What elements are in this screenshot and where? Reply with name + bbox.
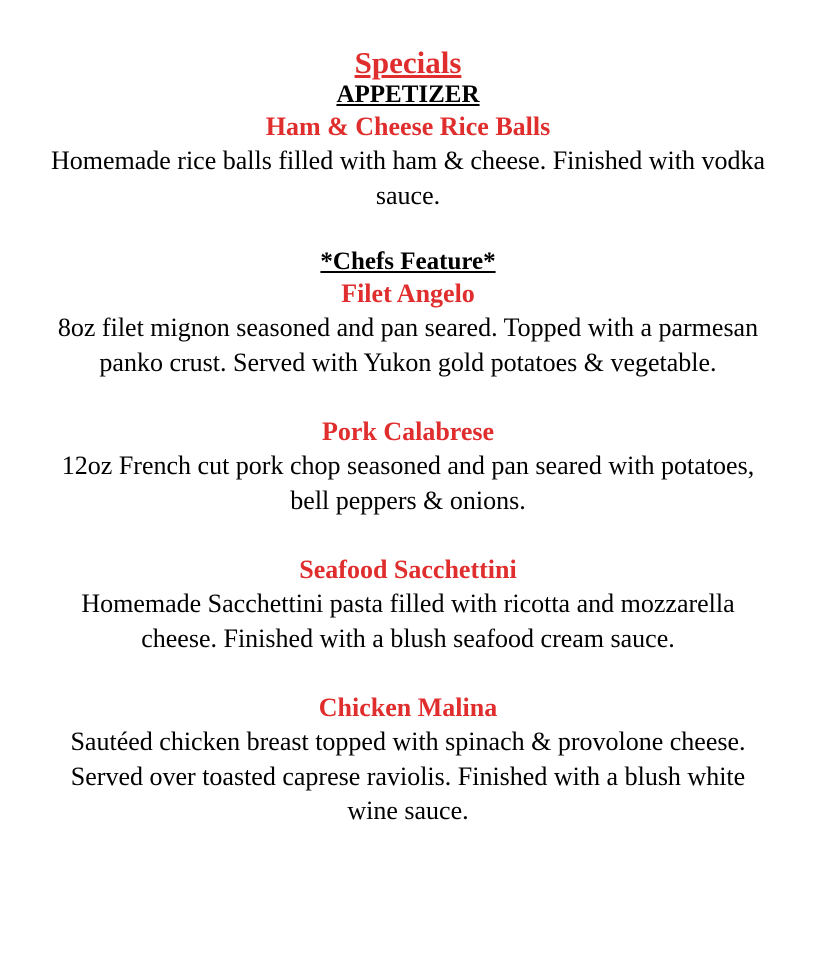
chefs-feature-heading: *Chefs Feature* (320, 248, 496, 275)
chefs-feature-section (0, 247, 816, 829)
menu-item-seafood-sacchettini (0, 553, 816, 656)
menu-item-pork-calabrese (0, 415, 816, 518)
dish-name: Filet Angelo (341, 279, 475, 308)
dish-description: Homemade rice balls filled with ham & cheese. Finished with vodka sauce. (50, 146, 766, 210)
item-spacer (0, 380, 816, 415)
dish-description: 8oz filet mignon seasoned and pan seared. Topped with a parmesan panko crust. Served with Yukon gold potatoes & vegetable. (57, 313, 759, 377)
dish-name: Pork Calabrese (321, 417, 495, 446)
appetizer-section (0, 80, 816, 213)
menu-item-filet-angelo (0, 277, 816, 380)
dish-description: 12oz French cut pork chop seasoned and pan seared with potatoes, bell peppers & onions. (61, 451, 755, 515)
menu-title: Specials (354, 45, 462, 80)
menu-item-chicken-malina (0, 691, 816, 829)
dish-description: Sautéed chicken breast topped with spinach & provolone cheese. Served over toasted caprese raviolis. Finished with a blush white wine sauce. (70, 727, 746, 825)
item-spacer (0, 518, 816, 553)
dish-name: Seafood Sacchettini (299, 555, 517, 584)
dish-name: Chicken Malina (318, 693, 498, 722)
appetizer-heading: APPETIZER (336, 81, 480, 108)
dish-name: Ham & Cheese Rice Balls (265, 112, 551, 141)
dish-description: Homemade Sacchettini pasta filled with ricotta and mozzarella cheese. Finished with a blush seafood cream sauce. (81, 589, 735, 653)
item-spacer (0, 656, 816, 691)
section-spacer (0, 213, 816, 247)
